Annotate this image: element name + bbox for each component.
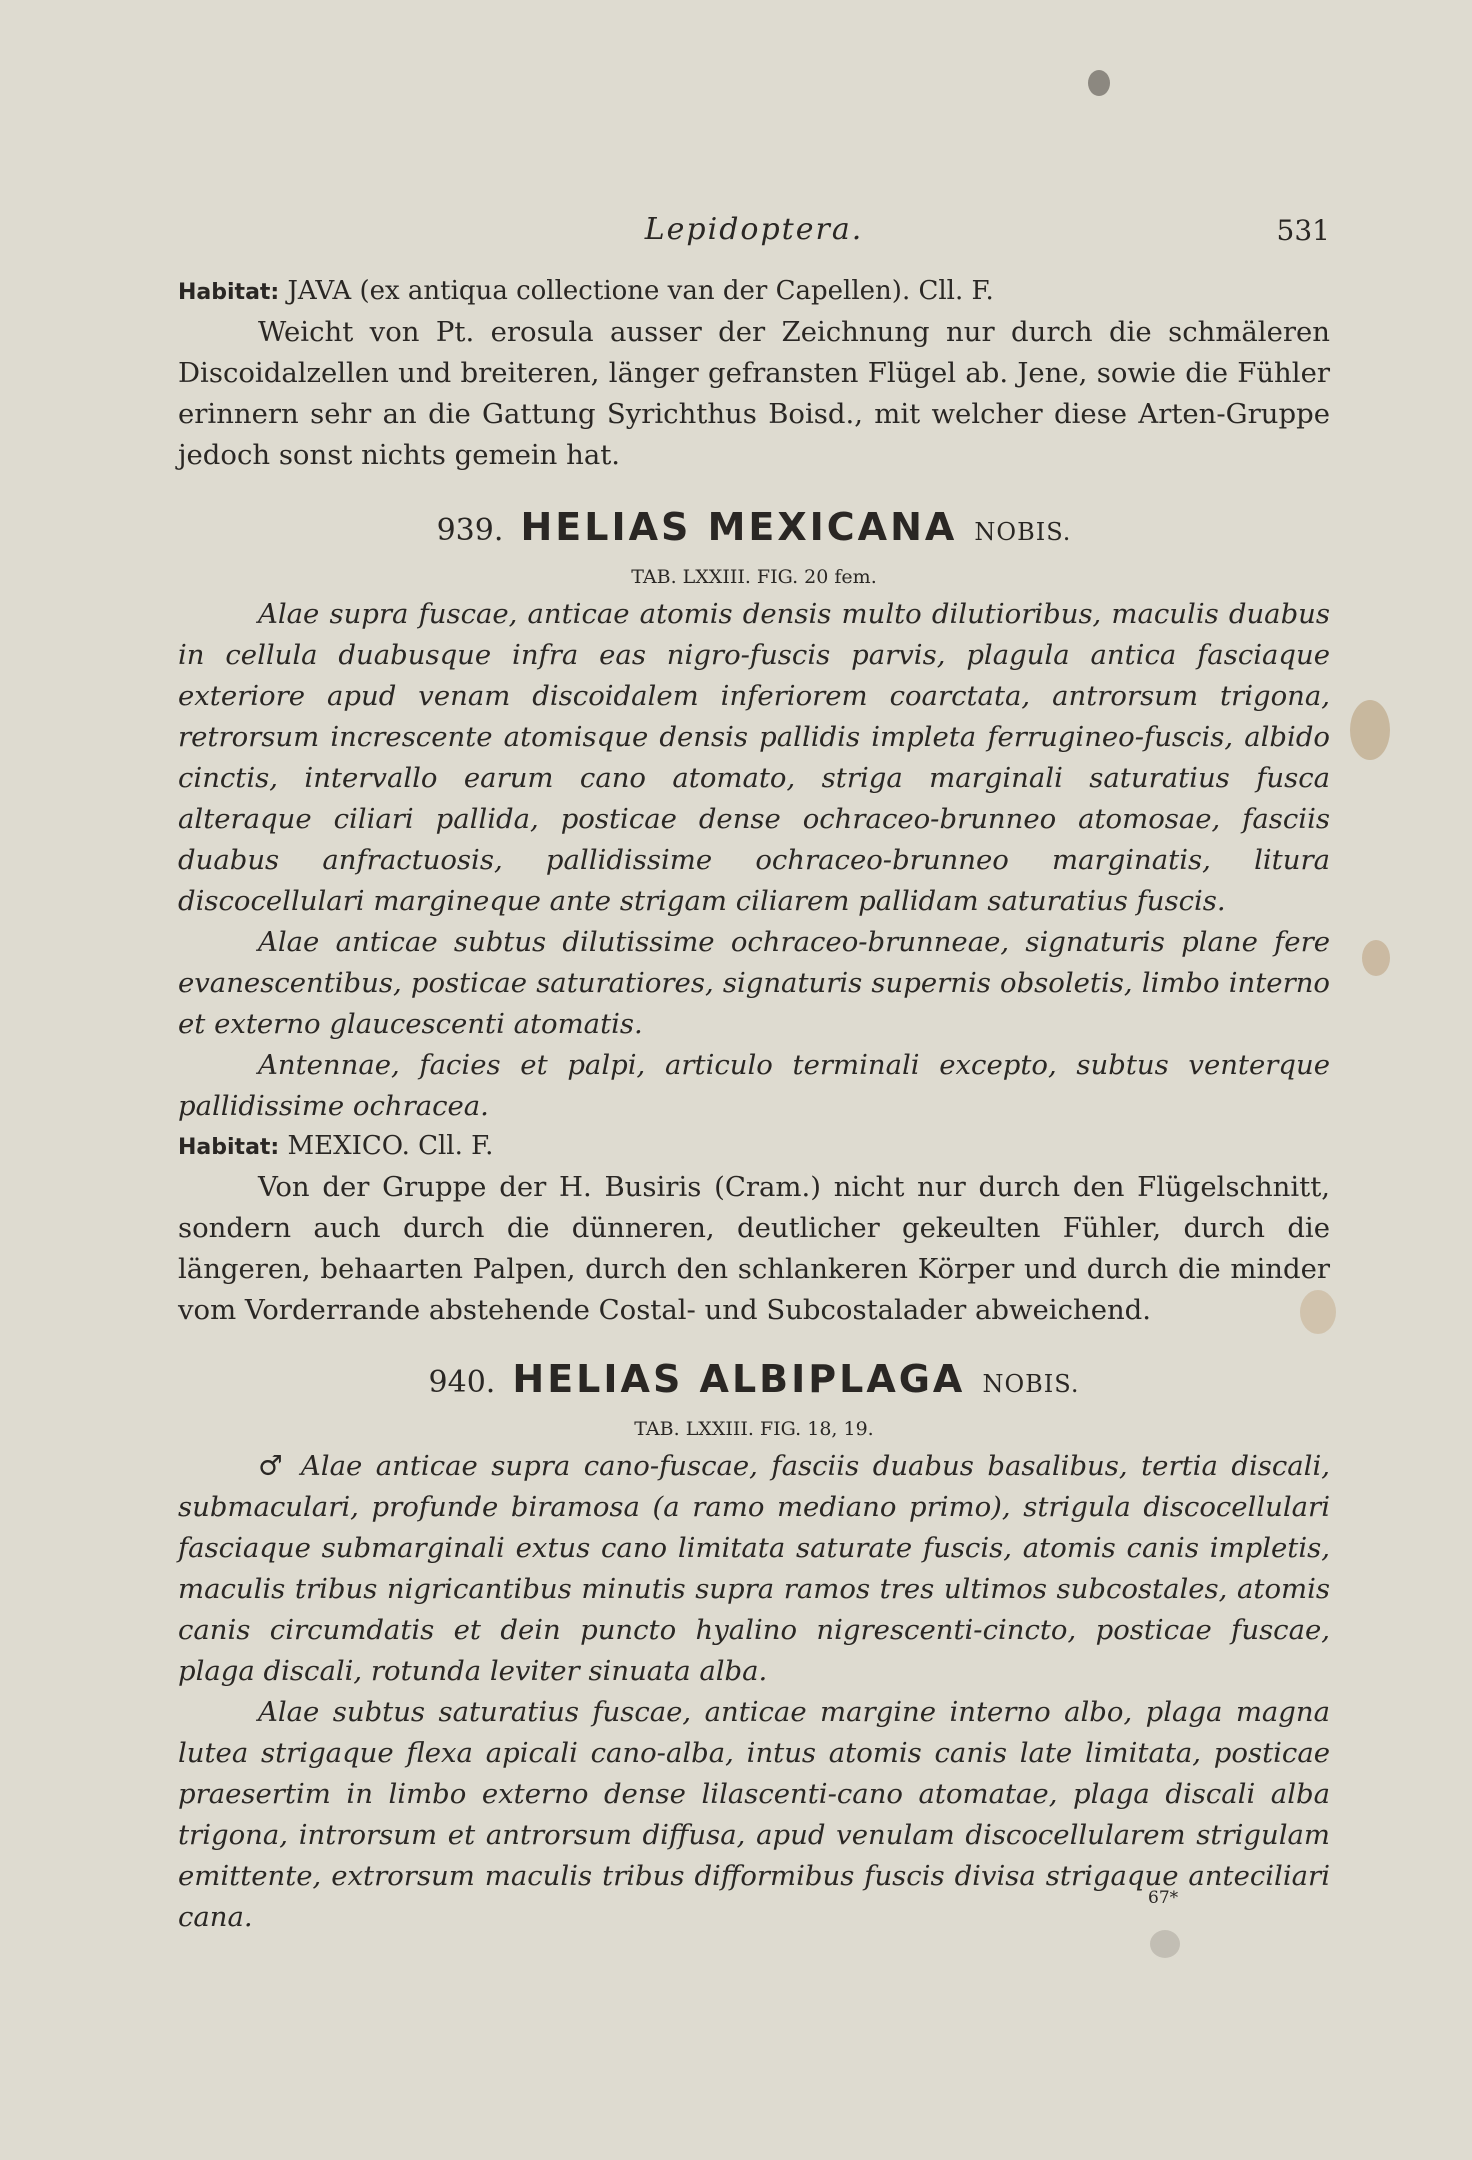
- species-heading: [178, 498, 1330, 564]
- species-heading: [178, 1350, 1330, 1416]
- latin-description: Alae anticae subtus dilutissime ochraceo-brunneae, signaturis plane fere evanescentibus, posticae saturatiores, signaturis supernis obsoletis, limbo interno et externo glaucescenti atomatis.: [178, 926, 1330, 1040]
- species-entry-939: [178, 498, 1330, 1331]
- foxing-stain: [1088, 70, 1110, 96]
- latin-description: ♂ Alae anticae supra cano-fuscae, fasciis duabus basalibus, tertia discali, submaculari, profunde biramosa (a ramo mediano primo), strigula discocellulari fasciaque submarginali extus cano limitata saturate fuscis, atomis canis impletis, maculis tribus nigricantibus minutis supra ramos tres ultimos subcostales, atomis canis circumdatis et dein puncto hyalino nigrescenti-cincto, posticae fuscae, plaga discali, rotunda leviter sinuata alba.: [178, 1450, 1330, 1687]
- remark-paragraph: Weicht von Pt. erosula ausser der Zeichnung nur durch die schmäleren Discoidalzellen und breiteren, länger gefransten Flügel ab. Jene, sowie die Fühler erinnern sehr an die Gattung Syrichthus Boisd., mit welcher diese Arten-Gruppe jedoch sonst nichts gemein hat.: [178, 316, 1330, 471]
- intro-section: [178, 272, 1330, 476]
- running-header: [178, 212, 1330, 260]
- species-author: NOBIS.: [982, 1370, 1080, 1398]
- latin-description: Alae supra fuscae, anticae atomis densis multo dilutioribus, maculis duabus in cellula duabusque infra eas nigro-fuscis parvis, plagula antica fasciaque exteriore apud venam discoidalem inferiorem coarctata, antrorsum trigona, retrorsum increscente atomisque densis pallidis impleta ferrugineo-fuscis, albido cinctis, intervallo earum cano atomato, striga marginali saturatius fusca alteraque ciliari pallida, posticae dense ochraceo-brunneo atomosae, fasciis duabus anfractuosis, pallidissime ochraceo-brunneo marginatis, litura discocellulari margineque ante strigam ciliarem pallidam saturatius fuscis.: [178, 598, 1330, 917]
- plate-reference: TAB. LXXIII. FIG. 18, 19.: [634, 1418, 874, 1440]
- species-number: 939.: [436, 513, 504, 548]
- plate-reference: TAB. LXXIII. FIG. 20 fem.: [631, 566, 877, 588]
- foxing-stain: [1362, 940, 1390, 976]
- remark-paragraph: Von der Gruppe der H. Busiris (Cram.) nicht nur durch den Flügelschnitt, sondern auch durch die dünneren, deutlicher gekeulten Fühler, durch die längeren, behaarten Palpen, durch den schlankeren Körper und durch die minder vom Vorderrande abstehende Costal- und Subcostalader abweichend.: [178, 1171, 1330, 1326]
- page-number: 531: [1276, 214, 1330, 247]
- species-author: NOBIS.: [974, 518, 1072, 546]
- species-name: HELIAS ALBIPLAGA: [512, 1357, 966, 1401]
- species-number: 940.: [428, 1365, 496, 1400]
- latin-description: Antennae, facies et palpi, articulo terminali excepto, subtus venterque pallidissime ochracea.: [178, 1049, 1330, 1122]
- species-name: HELIAS MEXICANA: [520, 505, 958, 549]
- foxing-stain: [1350, 700, 1390, 760]
- habitat-line: [178, 272, 1330, 312]
- printer-signature: 67*: [1148, 1888, 1179, 1908]
- running-title: Lepidoptera.: [644, 212, 864, 247]
- habitat-label: Habitat:: [178, 280, 280, 305]
- habitat-text: MEXICO. Cll. F.: [287, 1131, 494, 1161]
- habitat-line: [178, 1127, 1330, 1167]
- latin-description: Alae subtus saturatius fuscae, anticae margine interno albo, plaga magna lutea strigaque flexa apicali cano-alba, intus atomis canis late limitata, posticae praesertim in limbo externo dense lilascenti-cano atomatae, plaga discali alba trigona, introrsum et antrorsum diffusa, apud venulam discocellularem strigulam emittente, extrorsum maculis tribus difformibus fuscis divisa strigaque anteciliari cana.: [178, 1696, 1330, 1933]
- habitat-text: JAVA (ex antiqua collectione van der Capellen). Cll. F.: [287, 276, 994, 306]
- species-entry-940: [178, 1350, 1330, 1938]
- habitat-label: Habitat:: [178, 1135, 280, 1160]
